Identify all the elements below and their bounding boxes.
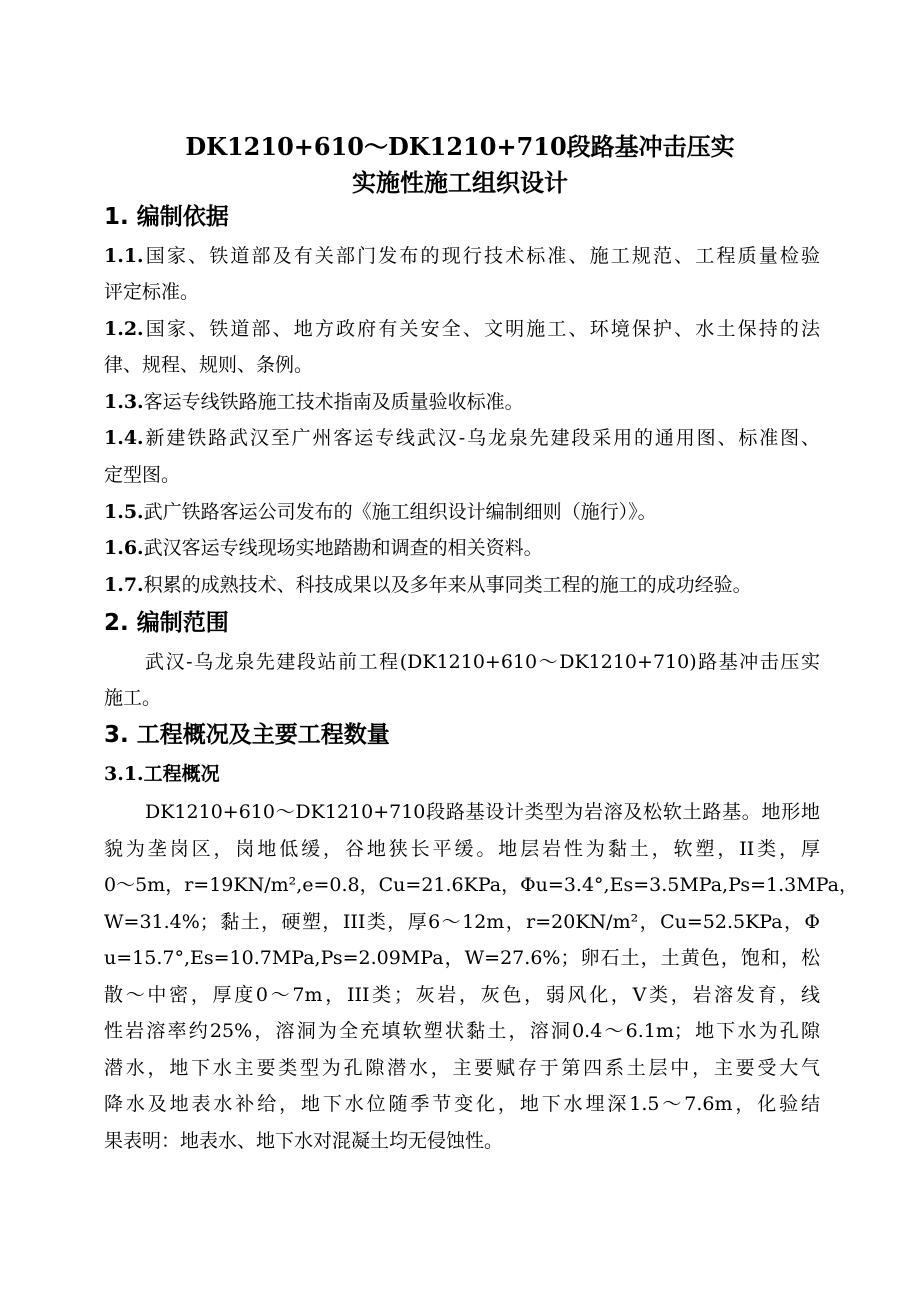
section3-paragraph-line: u=15.7°,Es=10.7MPa,Ps=2.09MPa，W=27.6%；卵石土，土黄色，饱和，松 [104,947,820,969]
item-text: 新建铁路武汉至广州客运专线武汉-乌龙泉先建段采用的通用图、标准图、 [143,427,820,449]
section3-paragraph-line: 潜水，地下水主要类型为孔隙潜水，主要赋存于第四系土层中，主要受大气 [104,1057,820,1079]
section1-heading: 1. 编制依据 [104,204,229,230]
section3-paragraph-line: 散～中密，厚度0～7m，III类；灰岩，灰色，弱风化，V类，岩溶发育，线 [104,984,820,1006]
item-1-2 [104,314,820,344]
item-number: 1.5. [104,501,144,523]
item-text: 客运专线铁路施工技术指南及质量验收标准。 [143,391,524,413]
item-text: 国家、铁道部、地方政府有关安全、文明施工、环境保护、水土保持的法 [143,318,820,340]
section3-heading: 3. 工程概况及主要工程数量 [104,722,390,748]
item-1-3 [104,387,820,417]
item-number: 1.6. [104,537,144,559]
item-1-1-cont: 评定标准。 [104,281,200,303]
item-number: 1.4. [104,427,144,449]
section3-paragraph-line: DK1210+610～DK1210+710段路基设计类型为岩溶及松软土路基。地形地 [145,801,820,823]
section2-heading: 2. 编制范围 [104,610,229,636]
item-text: 武广铁路客运公司发布的《施工组织设计编制细则（施行）》。 [143,501,657,523]
item-text: 积累的成熟技术、科技成果以及多年来从事同类工程的施工的成功经验。 [143,574,752,596]
doc-title-line2: 实施性施工组织设计 [352,168,568,197]
item-1-5 [104,497,820,527]
section3-1-heading: 3.1.工程概况 [104,763,220,785]
section2-paragraph-line: 武汉-乌龙泉先建段站前工程(DK1210+610～DK1210+710)路基冲击压实 [145,651,820,673]
item-text: 武汉客运专线现场实地踏勘和调查的相关资料。 [143,537,543,559]
item-number: 1.1. [104,245,144,267]
section3-paragraph-line: 降水及地表水补给，地下水位随季节变化，地下水埋深1.5～7.6m，化验结 [104,1093,820,1115]
item-1-7 [104,570,820,600]
item-number: 1.2. [104,318,144,340]
item-number: 1.7. [104,574,144,596]
doc-title-line1: DK1210+610～DK1210+710段路基冲击压实 [185,132,735,161]
section3-paragraph-line: 0～5m，r=19KN/m²,e=0.8，Cu=21.6KPa，Φu=3.4°,Es=3.5MPa,Ps=1.3MPa， [104,874,858,896]
item-1-4-cont: 定型图。 [104,464,181,486]
section3-paragraph-line: 性岩溶率约25%，溶洞为全充填软塑状黏土，溶洞0.4～6.1m；地下水为孔隙 [104,1020,820,1042]
section3-paragraph-line: 果表明：地表水、地下水对混凝土均无侵蚀性。 [104,1130,504,1152]
item-1-6 [104,533,820,563]
item-text: 国家、铁道部及有关部门发布的现行技术标准、施工规范、工程质量检验 [143,245,820,267]
item-1-4 [104,423,820,453]
section3-paragraph-line: W=31.4%；黏土，硬塑，III类，厚6～12m，r=20KN/m²，Cu=52.5KPa，Φ [104,911,820,933]
item-1-1 [104,241,820,271]
section3-paragraph-line: 貌为垄岗区，岗地低缓，谷地狭长平缓。地层岩性为黏土，软塑，II类，厚 [104,838,820,860]
item-1-2-cont: 律、规程、规则、条例。 [104,354,314,376]
section2-paragraph-line: 施工。 [104,687,162,709]
item-number: 1.3. [104,391,144,413]
